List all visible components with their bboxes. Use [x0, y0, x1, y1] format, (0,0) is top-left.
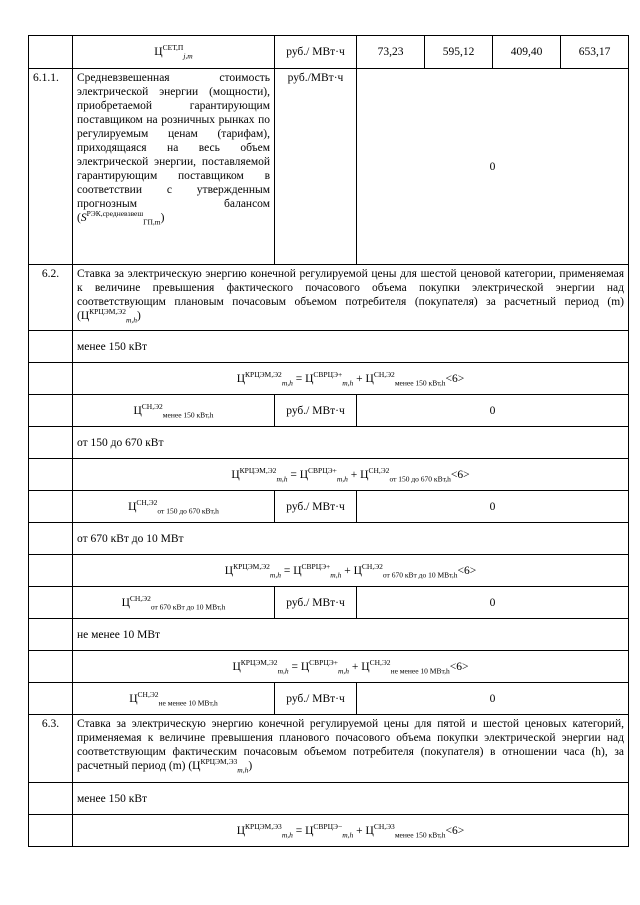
value-cell: 0: [357, 683, 629, 715]
unit-cell: руб./ МВт·ч: [275, 395, 357, 427]
row-number: 6.1.1.: [29, 69, 73, 265]
value-cell: 0: [357, 395, 629, 427]
table-row: [29, 459, 629, 491]
value-cell: 0: [357, 69, 629, 265]
row-description: Средневзвешенная стоимость электрической энергии (мощности), приобретаемой гарантирующим поставщиком на розничных рынках по регулируемым ценам (тарифам), приходящаяся на весь объем электрической энергии, поставляемой гарантирующим поставщиком в соответствии с утвержденным прогнозным балансом $(S^{РЭК,средневзвеш}_{ГП,m})$: [73, 69, 275, 265]
table-row: [29, 265, 629, 331]
group-label: не менее 10 МВт: [73, 619, 629, 651]
formula-cell: $Ц^{СН,Э2}_{менее 150 кВт,h}$: [73, 395, 275, 427]
formula-cell: $Ц^{СН,Э2}_{от 670 кВт до 10 МВт,h}$: [73, 587, 275, 619]
table-row: [29, 815, 629, 847]
row-number: 6.2.: [29, 265, 73, 331]
table-row: [29, 715, 629, 783]
group-label: менее 150 кВт: [73, 331, 629, 363]
table-row: [29, 69, 629, 265]
formula-cell: $Ц^{КРЦЭМ,Э2}_{m,h} = Ц^{СВРЦЭ+}_{m,h} + Ц^{СН,Э2}_{менее 150 кВт,h}<6>$: [73, 363, 629, 395]
row-description: Ставка за электрическую энергию конечной регулируемой цены для пятой и шестой ценовых категорий, применяемая к величине превышения планового почасового объема покупки электрической энергии над соответствующим фактическим почасовым объемом потребителя (покупателя) в отношении часа (h), за расчетный период (m) $(Ц^{КРЦЭМ,Э3}_{m,h})$: [73, 715, 629, 783]
formula-cell: $Ц^{КРЦЭМ,Э2}_{m,h} = Ц^{СВРЦЭ+}_{m,h} + Ц^{СН,Э2}_{не менее 10 МВт,h}<6>$: [73, 651, 629, 683]
formula-cell: $Ц^{СЕТ,П}_{j,m}$: [73, 36, 275, 69]
value-cell: 653,17: [561, 36, 629, 69]
unit-cell: руб./ МВт·ч: [275, 683, 357, 715]
table-row: [29, 783, 629, 815]
value-cell: 0: [357, 491, 629, 523]
table-row: [29, 555, 629, 587]
table-row: [29, 331, 629, 363]
formula-cell: $Ц^{СН,Э2}_{от 150 до 670 кВт,h}$: [73, 491, 275, 523]
row-number: 6.3.: [29, 715, 73, 783]
table-row: [29, 587, 629, 619]
unit-cell: руб./ МВт·ч: [275, 587, 357, 619]
value-cell: 595,12: [425, 36, 493, 69]
formula-cell: $Ц^{КРЦЭМ,Э3}_{m,h} = Ц^{СВРЦЭ-}_{m,h} + Ц^{СН,Э3}_{менее 150 кВт,h}<6>$: [73, 815, 629, 847]
value-cell: 0: [357, 587, 629, 619]
unit-cell: руб./ МВт·ч: [275, 36, 357, 69]
unit-cell: руб./ МВт·ч: [275, 491, 357, 523]
table-row: [29, 619, 629, 651]
group-label: от 670 кВт до 10 МВт: [73, 523, 629, 555]
unit-cell: руб./МВт·ч: [275, 69, 357, 265]
table-row: [29, 651, 629, 683]
table-row: [29, 427, 629, 459]
table-row: [29, 491, 629, 523]
row-description: Ставка за электрическую энергию конечной регулируемой цены для шестой ценовой категории, применяемая к величине превышения фактического почасового объема покупки электрической энергии над соответствующим плановым почасовым объемом потребителя (покупателя) за расчетный период (m) $(Ц^{КРЦЭМ,Э2}_{m,h})$: [73, 265, 629, 331]
tariff-table: [28, 35, 629, 847]
table-row: [29, 363, 629, 395]
table-row: [29, 36, 629, 69]
value-cell: 73,23: [357, 36, 425, 69]
formula-cell: $Ц^{КРЦЭМ,Э2}_{m,h} = Ц^{СВРЦЭ+}_{m,h} + Ц^{СН,Э2}_{от 670 кВт до 10 МВт,h}<6>$: [73, 555, 629, 587]
table-row: [29, 395, 629, 427]
formula-cell: $Ц^{СН,Э2}_{не менее 10 МВт,h}$: [73, 683, 275, 715]
table-row: [29, 523, 629, 555]
value-cell: 409,40: [493, 36, 561, 69]
group-label: от 150 до 670 кВт: [73, 427, 629, 459]
formula-cell: $Ц^{КРЦЭМ,Э2}_{m,h} = Ц^{СВРЦЭ+}_{m,h} + Ц^{СН,Э2}_{от 150 до 670 кВт,h}<6>$: [73, 459, 629, 491]
table-row: [29, 683, 629, 715]
group-label: менее 150 кВт: [73, 783, 629, 815]
